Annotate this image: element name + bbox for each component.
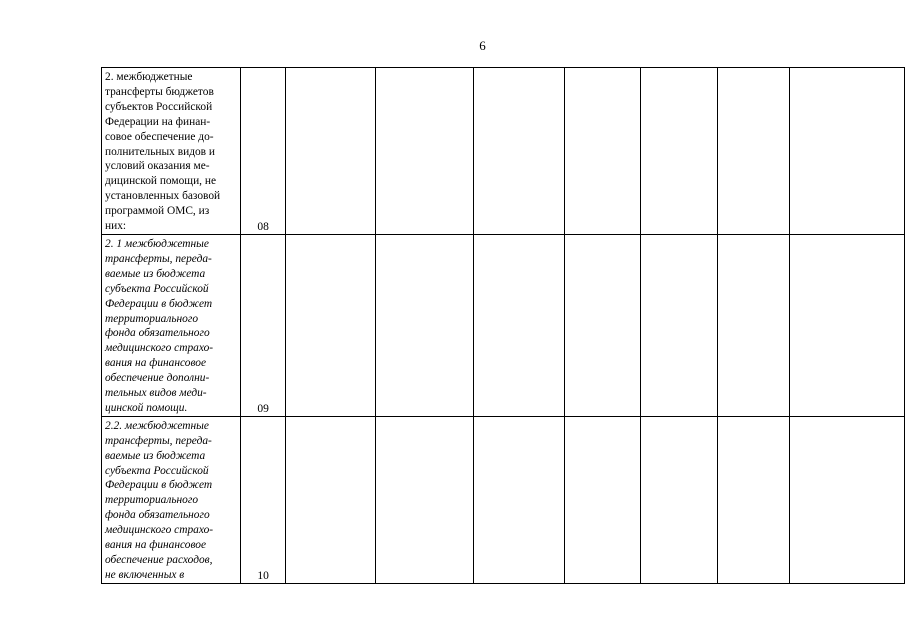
table-cell <box>286 416 376 583</box>
table-cell <box>640 416 717 583</box>
row-code: 10 <box>240 416 285 583</box>
page-number: 6 <box>479 38 486 53</box>
table-cell <box>640 68 717 235</box>
row-description: 2. межбюджетные трансферты бюджетов субъектов Российской Федерации на финан- совое обеспечение до- полнительных видов и условий оказания ме- дицинской помощи, не установленных базовой программой ОМС, из них: <box>102 68 241 235</box>
row-code: 09 <box>240 234 285 416</box>
table-cell <box>717 416 789 583</box>
table-cell <box>474 68 564 235</box>
table-cell <box>717 68 789 235</box>
table-cell <box>640 234 717 416</box>
table-cell <box>789 234 904 416</box>
table-cell <box>717 234 789 416</box>
table-cell <box>789 416 904 583</box>
budget-table <box>101 67 905 584</box>
table-cell <box>286 68 376 235</box>
table-cell <box>564 234 640 416</box>
table-cell <box>286 234 376 416</box>
row-description: 2. 1 межбюджетные трансферты, переда- ваемые из бюджета субъекта Российской Федерации в бюджет территориального фонда обязательного медицинского страхо- вания на финансовое обеспечение дополни- тельных видов меди- цинской помощи. <box>102 234 241 416</box>
row-description: 2.2. межбюджетные трансферты, переда- ваемые из бюджета субъекта Российской Федерации в бюджет территориального фонда обязательного медицинского страхо- вания на финансовое обеспечение расходов, не включенных в <box>102 416 241 583</box>
table-cell <box>789 68 904 235</box>
table-cell <box>564 416 640 583</box>
table-cell <box>376 234 474 416</box>
table-row <box>102 234 905 416</box>
row-code: 08 <box>240 68 285 235</box>
table-cell <box>474 234 564 416</box>
table-cell <box>474 416 564 583</box>
table-cell <box>376 416 474 583</box>
table-cell <box>376 68 474 235</box>
table-row <box>102 416 905 583</box>
table-row <box>102 68 905 235</box>
table-cell <box>564 68 640 235</box>
